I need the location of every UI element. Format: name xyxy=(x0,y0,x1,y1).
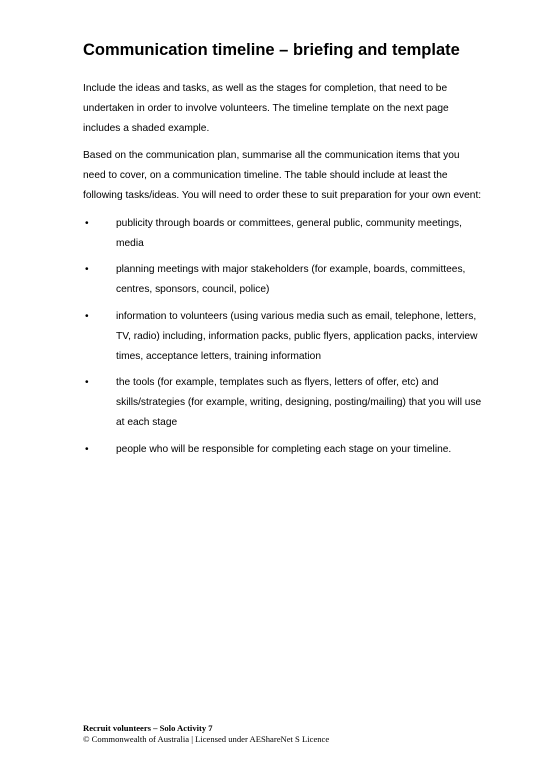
document-body xyxy=(83,79,483,467)
footer-activity-title: Recruit volunteers – Solo Activity 7 xyxy=(83,723,213,733)
list-item xyxy=(83,260,483,300)
instructions-paragraph: Based on the communication plan, summarise all the communication items that you need to cover, on a communication timeline. The table should include at least the following tasks/ideas. You will need to order these to suit preparation for your own event: xyxy=(83,150,482,201)
bullet-icon: • xyxy=(85,310,89,322)
list-item-text: the tools (for example, templates such as flyers, letters of offer, etc) and skills/strategies (for example, writing, designing, posting/mailing) that you will use at each stage xyxy=(116,377,482,428)
list-item-text: publicity through boards or committees, general public, community meetings, media xyxy=(116,217,462,249)
bullet-icon: • xyxy=(85,377,89,389)
intro-paragraph: Include the ideas and tasks, as well as the stages for completion, that need to be undertaken in order to involve volunteers. The timeline template on the next page includes a shaded example. xyxy=(83,83,449,134)
bullet-icon: • xyxy=(85,264,89,276)
list-item xyxy=(83,373,483,432)
footer-copyright: © Commonwealth of Australia | Licensed under AEShareNet S Licence xyxy=(83,734,330,744)
bullet-icon: • xyxy=(85,443,89,455)
list-item-text: people who will be responsible for completing each stage on your timeline. xyxy=(116,443,452,455)
list-item xyxy=(83,440,483,460)
page-title: Communication timeline – briefing and template xyxy=(83,41,460,59)
list-item-text: information to volunteers (using various media such as email, telephone, letters, TV, radio) including, information packs, public flyers, application packs, interview times, acceptance letters, training information xyxy=(116,310,478,362)
bullet-icon: • xyxy=(85,217,89,229)
page-footer xyxy=(83,723,503,745)
task-list xyxy=(83,214,483,460)
list-item xyxy=(83,307,483,366)
list-item xyxy=(83,214,483,254)
list-item-text: planning meetings with major stakeholders (for example, boards, committees, centres, sponsors, council, police) xyxy=(116,264,466,296)
